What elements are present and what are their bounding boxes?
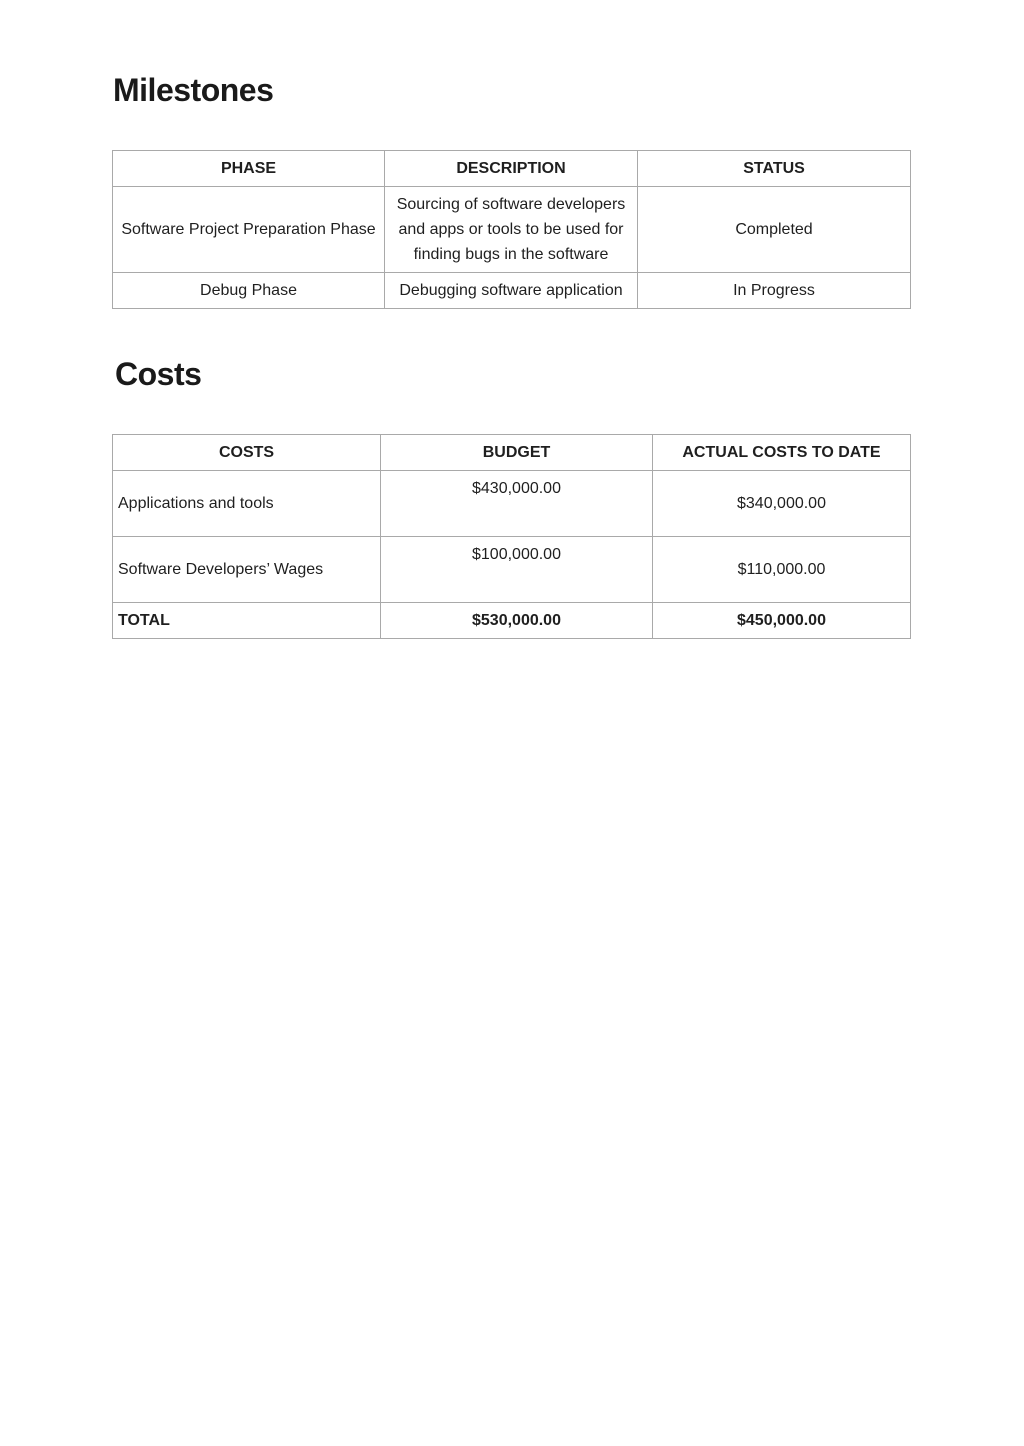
table-row	[113, 273, 911, 309]
cost-item-cell: Applications and tools	[113, 471, 381, 537]
status-cell: Completed	[638, 187, 911, 273]
status-cell: In Progress	[638, 273, 911, 309]
table-row	[113, 537, 911, 603]
actual-cost-cell: $110,000.00	[653, 537, 911, 603]
column-header-budget: BUDGET	[381, 435, 653, 471]
budget-cell: $100,000.00	[381, 537, 653, 603]
total-actual-cost-cell: $450,000.00	[653, 603, 911, 639]
phase-cell: Debug Phase	[113, 273, 385, 309]
costs-heading: Costs	[115, 356, 202, 392]
cost-item-cell: Software Developers’ Wages	[113, 537, 381, 603]
column-header-status: STATUS	[638, 151, 911, 187]
total-row	[113, 603, 911, 639]
column-header-phase: PHASE	[113, 151, 385, 187]
actual-cost-cell: $340,000.00	[653, 471, 911, 537]
description-cell: Sourcing of software developers and apps or tools to be used for finding bugs in the software	[385, 187, 638, 273]
column-header-costs: COSTS	[113, 435, 381, 471]
table-row	[113, 187, 911, 273]
costs-table	[112, 434, 911, 639]
table-header-row	[113, 151, 911, 187]
description-cell: Debugging software application	[385, 273, 638, 309]
total-label: TOTAL	[113, 603, 381, 639]
column-header-description: DESCRIPTION	[385, 151, 638, 187]
column-header-actual-costs: ACTUAL COSTS TO DATE	[653, 435, 911, 471]
budget-cell: $430,000.00	[381, 471, 653, 537]
table-header-row	[113, 435, 911, 471]
milestones-table	[112, 150, 911, 309]
table-row	[113, 471, 911, 537]
phase-cell: Software Project Preparation Phase	[113, 187, 385, 273]
total-budget-cell: $530,000.00	[381, 603, 653, 639]
milestones-heading: Milestones	[113, 72, 274, 108]
